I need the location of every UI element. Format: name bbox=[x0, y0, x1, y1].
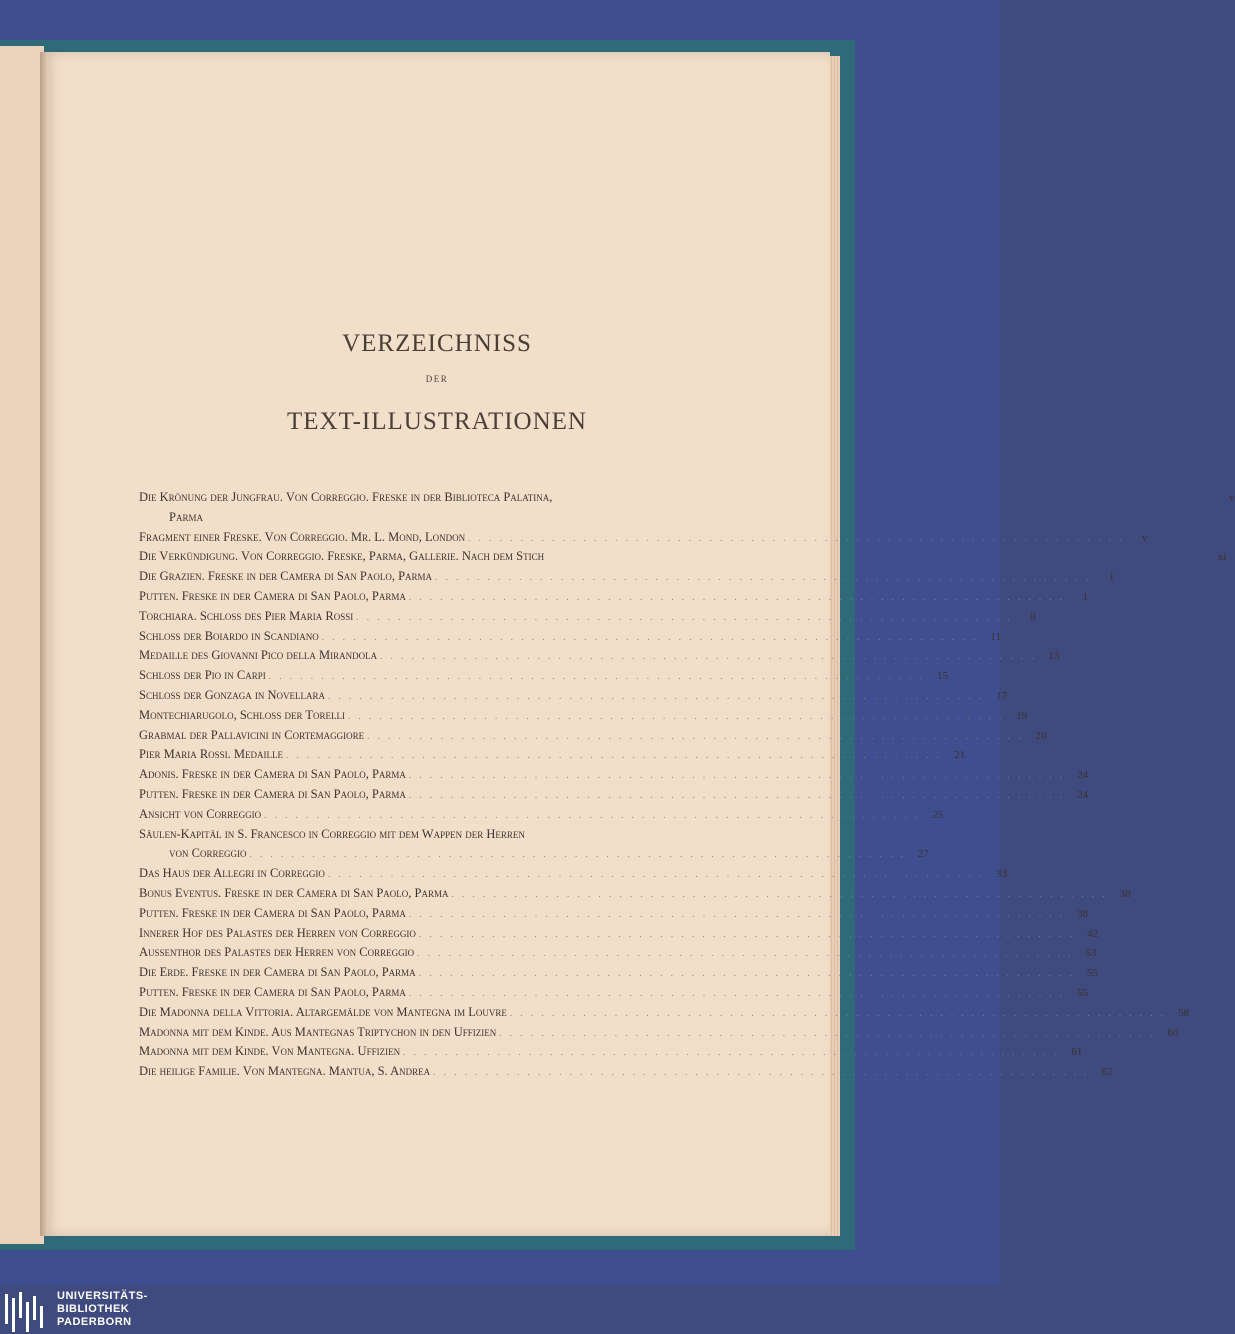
entry-page-number: 58 bbox=[1178, 1006, 1190, 1019]
entry-page-number: 1 bbox=[1082, 590, 1089, 603]
entry-title: Innerer Hof des Palastes der Herren von Correggio bbox=[139, 925, 416, 940]
page-title-connector: DER bbox=[425, 374, 449, 384]
logo-line-1: UNIVERSITÄTS- bbox=[57, 1290, 148, 1302]
list-item bbox=[139, 924, 1099, 944]
entry-title: Ansicht von Correggio bbox=[139, 806, 262, 821]
document-page bbox=[44, 52, 1235, 1236]
entry-leader-dots bbox=[449, 885, 1111, 904]
entry-title: Die heilige Familie. Von Mantegna. Mantua, S. Andrea bbox=[139, 1064, 431, 1079]
entry-page-number: 60 bbox=[1167, 1026, 1179, 1039]
list-item bbox=[139, 825, 631, 845]
entry-page-number: 42 bbox=[1087, 927, 1099, 940]
entry-title: Medaille des Giovanni Pico della Mirandola bbox=[139, 648, 378, 663]
entry-title: Die Grazien. Freske in der Camera di San Paolo, Parma bbox=[139, 569, 433, 584]
entry-title: Fragment einer Freske. Von Correggio. Mr. L. Mond, London bbox=[139, 529, 466, 544]
page-gutter bbox=[40, 52, 46, 1236]
list-item bbox=[139, 607, 1036, 627]
entry-title: Die Verkündigung. Von Correggio. Freske, Parma, Gallerie. Nach dem Stich bbox=[139, 549, 545, 564]
entry-leader-dots bbox=[377, 647, 1039, 666]
list-item bbox=[139, 785, 1089, 805]
entry-leader-dots bbox=[325, 865, 987, 884]
list-item bbox=[139, 1003, 1190, 1023]
entry-leader-dots bbox=[406, 766, 1068, 785]
entry-title: Putten. Freske in der Camera di San Paolo, Parma bbox=[139, 588, 406, 603]
entry-leader-dots bbox=[432, 568, 1094, 587]
illustration-list bbox=[139, 488, 1235, 1082]
list-item bbox=[139, 706, 1028, 726]
entry-title: Die Erde. Freske in der Camera di San Paolo, Parma bbox=[139, 965, 416, 980]
entry-title: Schloss der Pio in Carpi bbox=[139, 668, 266, 683]
entry-page-number: 61 bbox=[1071, 1046, 1083, 1059]
entry-title: Madonna mit dem Kinde. Von Mantegna. Uffizien bbox=[139, 1044, 401, 1059]
entry-title: Torchiara. Schloss des Pier Maria Rossi bbox=[139, 608, 354, 623]
entry-page-number: 38 bbox=[1119, 887, 1131, 900]
entry-leader-dots bbox=[430, 1063, 1092, 1082]
page-title: VERZEICHNISS bbox=[342, 330, 532, 357]
entry-leader-dots bbox=[400, 1043, 1062, 1062]
list-item bbox=[139, 864, 1008, 884]
entry-leader-dots bbox=[345, 707, 1007, 726]
entry-page-number: 33 bbox=[996, 868, 1008, 881]
entry-leader-dots bbox=[266, 667, 928, 686]
entry-leader-dots bbox=[414, 944, 1076, 963]
entry-page-number: 55 bbox=[1077, 986, 1089, 999]
library-logo-icon bbox=[5, 1292, 47, 1332]
entry-leader-dots bbox=[406, 984, 1068, 1003]
list-item bbox=[139, 904, 1089, 924]
list-item bbox=[139, 686, 1008, 706]
entry-page-number: 62 bbox=[1101, 1066, 1113, 1079]
entry-leader-dots bbox=[406, 588, 1068, 607]
list-item bbox=[139, 528, 1148, 548]
entry-title: Madonna mit dem Kinde. Aus Mantegnas Triptychon in den Uffizien bbox=[139, 1024, 497, 1039]
entry-title: Grabmal der Pallavicini in Cortemaggiore bbox=[139, 727, 365, 742]
entry-title: Schloss der Boiardo in Scandiano bbox=[139, 628, 319, 643]
entry-title: Montechiarugolo, Schloss der Torelli bbox=[139, 707, 345, 722]
entry-title: Säulen-Kapitäl in S. Francesco in Correggio mit dem Wappen der Herren bbox=[139, 826, 525, 841]
entry-leader-dots bbox=[364, 727, 1026, 746]
entry-page-number: 1 bbox=[1108, 571, 1115, 584]
list-item bbox=[139, 1062, 1113, 1082]
library-logo-text bbox=[57, 1290, 148, 1329]
entry-title: Putten. Freske in der Camera di San Paolo, Parma bbox=[139, 786, 406, 801]
entry-leader-dots bbox=[246, 845, 908, 864]
entry-leader-dots bbox=[406, 905, 1068, 924]
entry-page-number: 17 bbox=[996, 689, 1008, 702]
entry-page-number: 27 bbox=[917, 848, 929, 861]
entry-leader-dots bbox=[283, 746, 945, 765]
entry-title: Putten. Freske in der Camera di San Paolo, Parma bbox=[139, 905, 406, 920]
list-item bbox=[139, 726, 1047, 746]
entry-leader-dots bbox=[325, 687, 987, 706]
list-item bbox=[139, 983, 1089, 1003]
list-item bbox=[139, 1042, 1083, 1062]
list-item bbox=[139, 646, 1060, 666]
entry-title: Die Madonna della Vittoria. Altargemälde von Mantegna im Louvre bbox=[139, 1004, 507, 1019]
entry-title: von Correggio bbox=[169, 846, 247, 861]
entry-title: Das Haus der Allegri in Correggio bbox=[139, 866, 325, 881]
list-item bbox=[139, 1023, 1179, 1043]
list-item bbox=[139, 567, 1115, 587]
left-page-edge bbox=[0, 46, 44, 1244]
list-item bbox=[139, 805, 944, 825]
entry-leader-dots bbox=[319, 628, 981, 647]
entry-leader-dots bbox=[507, 1004, 1169, 1023]
entry-page-number: 15 bbox=[937, 670, 948, 683]
entry-page-number: 11 bbox=[990, 630, 1001, 643]
entry-leader-dots bbox=[406, 786, 1068, 805]
entry-page-number: v bbox=[1141, 531, 1148, 544]
list-item bbox=[139, 963, 1098, 983]
list-item bbox=[139, 627, 1001, 647]
entry-page-number: xi bbox=[1217, 551, 1227, 564]
entry-page-number: 21 bbox=[954, 749, 966, 762]
entry-title: Aussenthor des Palastes der Herren von Correggio bbox=[139, 945, 415, 960]
entry-leader-dots bbox=[416, 925, 1078, 944]
logo-line-3: PADERBORN bbox=[57, 1316, 132, 1328]
entry-leader-dots bbox=[261, 806, 923, 825]
entry-title: Putten. Freske in der Camera di San Paolo, Parma bbox=[139, 984, 406, 999]
entry-leader-dots bbox=[353, 608, 1015, 627]
entry-title: Adonis. Freske in der Camera di San Paolo, Parma bbox=[139, 767, 406, 782]
list-item bbox=[139, 587, 1089, 607]
entry-title: Parma bbox=[169, 509, 203, 524]
entry-page-number: 38 bbox=[1077, 907, 1089, 920]
entry-page-number: 19 bbox=[1016, 709, 1028, 722]
entry-page-number: 55 bbox=[1086, 967, 1098, 980]
entry-leader-dots bbox=[416, 964, 1078, 983]
entry-page-number: 24 bbox=[1077, 788, 1089, 801]
entry-page-number: 8 bbox=[1030, 610, 1036, 623]
entry-page-number: 20 bbox=[1035, 729, 1047, 742]
list-item bbox=[139, 508, 631, 528]
entry-title: Schloss der Gonzaga in Novellara bbox=[139, 687, 326, 702]
logo-line-2: BIBLIOTHEK bbox=[57, 1303, 130, 1315]
list-item bbox=[139, 745, 966, 765]
entry-page-number: 53 bbox=[1085, 947, 1097, 960]
entry-page-number: 13 bbox=[1048, 650, 1060, 663]
entry-page-number: 25 bbox=[932, 808, 944, 821]
entry-title: Bonus Eventus. Freske in der Camera di San Paolo, Parma bbox=[139, 885, 449, 900]
footer-bar bbox=[0, 1285, 1000, 1334]
entry-title: Die Krönung der Jungfrau. Von Correggio. Freske in der Biblioteca Palatina, bbox=[139, 490, 553, 504]
list-item bbox=[139, 884, 1131, 904]
list-item bbox=[139, 943, 1097, 963]
entry-title: Pier Maria Rossi. Medaille bbox=[139, 747, 284, 762]
page-subtitle: TEXT-ILLUSTRATIONEN bbox=[287, 408, 587, 435]
entry-leader-dots bbox=[496, 1024, 1158, 1043]
list-item bbox=[139, 488, 1235, 508]
list-item bbox=[139, 666, 948, 686]
list-item bbox=[139, 547, 1227, 567]
entry-page-number: v bbox=[1229, 492, 1235, 504]
list-item bbox=[139, 765, 1089, 785]
entry-page-number: 24 bbox=[1077, 769, 1089, 782]
entry-leader-dots bbox=[465, 529, 1127, 548]
list-item bbox=[139, 844, 929, 864]
